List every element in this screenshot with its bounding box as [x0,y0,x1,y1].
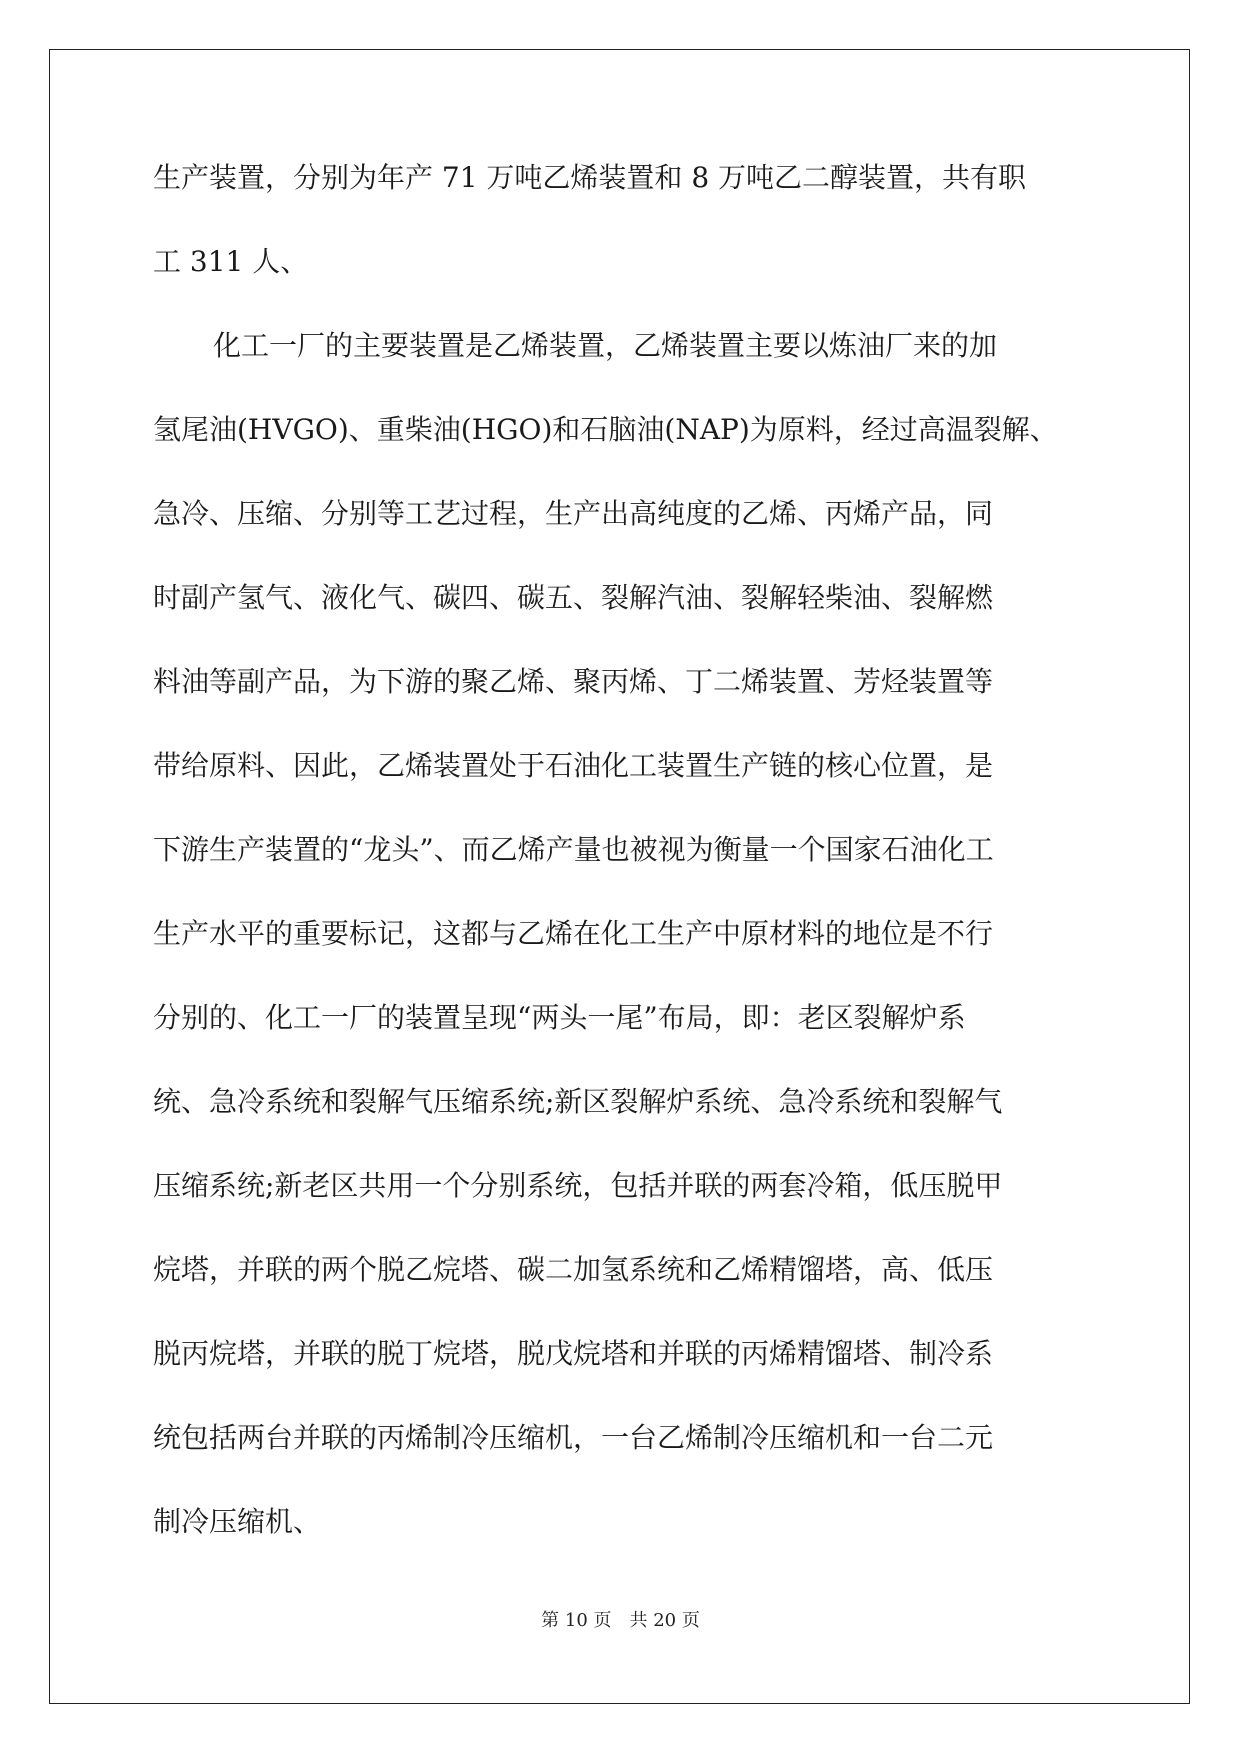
text-line: 统、急冷系统和裂解气压缩系统;新区裂解炉系统、急冷系统和裂解气 [153,1085,1003,1118]
page-number-total: 共 20 页 [629,1610,700,1631]
text-line: 统包括两台并联的丙烯制冷压缩机，一台乙烯制冷压缩机和一台二元 [153,1421,994,1454]
text-line: 生产水平的重要标记，这都与乙烯在化工生产中原材料的地位是不行 [153,917,994,950]
paragraph-first-line: 化工一厂的主要装置是乙烯装置，乙烯装置主要以炼油厂来的加 [213,329,998,362]
text-line: 带给原料、因此，乙烯装置处于石油化工装置生产链的核心位置，是 [153,749,994,782]
text-line: 急冷、压缩、分别等工艺过程，生产出高纯度的乙烯、丙烯产品，同 [153,497,994,530]
text-line: 生产装置，分别为年产 71 万吨乙烯装置和 8 万吨乙二醇装置，共有职 [153,161,1027,194]
text-line: 分别的、化工一厂的装置呈现“两头一尾”布局，即：老区裂解炉系 [153,1001,966,1034]
text-line: 压缩系统;新老区共用一个分别系统，包括并联的两套冷箱，低压脱甲 [153,1169,1003,1202]
text-line: 下游生产装置的“龙头”、而乙烯产量也被视为衡量一个国家石油化工 [153,833,994,866]
text-line: 料油等副产品，为下游的聚乙烯、聚丙烯、丁二烯装置、芳烃装置等 [153,665,994,698]
text-line: 脱丙烷塔，并联的脱丁烷塔，脱戊烷塔和并联的丙烯精馏塔、制冷系 [153,1337,994,1370]
text-line: 时副产氢气、液化气、碳四、碳五、裂解汽油、裂解轻柴油、裂解燃 [153,581,994,614]
page-number-current: 第 10 页 [541,1610,612,1631]
text-line: 制冷压缩机、 [153,1505,322,1538]
text-line: 氢尾油(HVGO)、重柴油(HGO)和石脑油(NAP)为原料，经过高温裂解、 [153,413,1058,446]
document-body [153,160,1089,1588]
page-footer [0,1609,1241,1633]
text-line: 烷塔，并联的两个脱乙烷塔、碳二加氢系统和乙烯精馏塔，高、低压 [153,1253,994,1286]
text-line: 工 311 人、 [153,245,309,278]
